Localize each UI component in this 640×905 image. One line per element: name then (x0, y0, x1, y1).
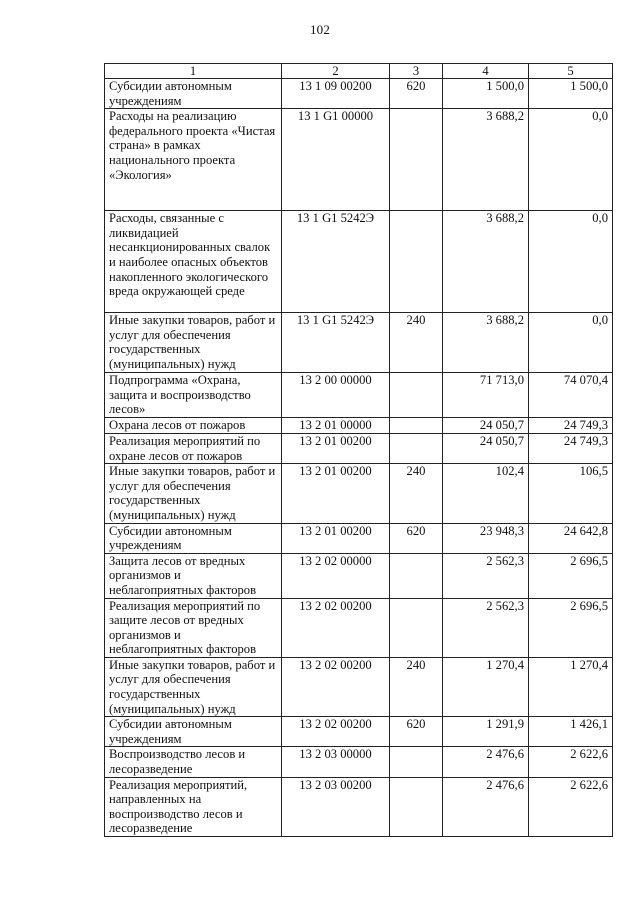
row-value-col5: 74 070,4 (529, 373, 613, 418)
row-type: 620 (390, 717, 443, 747)
row-code: 13 1 G1 00000 (282, 109, 390, 211)
row-value-col4: 2 562,3 (443, 553, 529, 598)
row-code: 13 2 01 00200 (282, 523, 390, 553)
row-name: Субсидии автономным учреждениям (105, 79, 282, 109)
row-value-col5: 2 696,5 (529, 598, 613, 657)
table-row (105, 417, 613, 433)
row-name: Расходы, связанные с ликвидацией несанкционированных свалок и наиболее опасных объектов накопленного экологического вреда окружающей среде (105, 211, 282, 313)
row-type: 620 (390, 523, 443, 553)
header-row (105, 64, 613, 79)
row-name: Иные закупки товаров, работ и услуг для обеспечения государственных (муниципальных) нужд (105, 464, 282, 523)
row-value-col5: 106,5 (529, 464, 613, 523)
row-type (390, 553, 443, 598)
row-name: Реализация мероприятий по защите лесов от вредных организмов и неблагоприятных факторов (105, 598, 282, 657)
table-row (105, 777, 613, 836)
row-code: 13 2 02 00200 (282, 717, 390, 747)
row-code: 13 2 03 00200 (282, 777, 390, 836)
row-type (390, 747, 443, 777)
row-name: Расходы на реализацию федерального проекта «Чистая страна» в рамках национального проекта «Экология» (105, 109, 282, 211)
header-col-4: 4 (443, 64, 529, 79)
row-type (390, 598, 443, 657)
row-value-col5: 24 749,3 (529, 417, 613, 433)
row-code: 13 2 02 00200 (282, 657, 390, 716)
row-value-col5: 24 749,3 (529, 433, 613, 463)
row-value-col5: 24 642,8 (529, 523, 613, 553)
row-name: Субсидии автономным учреждениям (105, 717, 282, 747)
row-value-col5: 1 500,0 (529, 79, 613, 109)
row-value-col5: 2 622,6 (529, 777, 613, 836)
row-value-col4: 24 050,7 (443, 433, 529, 463)
row-value-col4: 102,4 (443, 464, 529, 523)
row-value-col5: 0,0 (529, 313, 613, 373)
row-code: 13 2 01 00200 (282, 433, 390, 463)
row-code: 13 2 02 00200 (282, 598, 390, 657)
row-type (390, 373, 443, 418)
table-row (105, 657, 613, 716)
row-value-col5: 1 270,4 (529, 657, 613, 716)
row-type: 620 (390, 79, 443, 109)
row-type (390, 109, 443, 211)
header-col-2: 2 (282, 64, 390, 79)
table-row (105, 211, 613, 313)
table-header (105, 64, 613, 79)
row-code: 13 2 01 00200 (282, 464, 390, 523)
row-value-col4: 1 500,0 (443, 79, 529, 109)
row-value-col5: 0,0 (529, 109, 613, 211)
header-col-5: 5 (529, 64, 613, 79)
row-value-col5: 0,0 (529, 211, 613, 313)
row-code: 13 2 01 00000 (282, 417, 390, 433)
row-name: Иные закупки товаров, работ и услуг для обеспечения государственных (муниципальных) нужд (105, 313, 282, 373)
row-value-col4: 1 270,4 (443, 657, 529, 716)
table-row (105, 79, 613, 109)
row-value-col4: 24 050,7 (443, 417, 529, 433)
row-value-col5: 2 622,6 (529, 747, 613, 777)
header-col-1: 1 (105, 64, 282, 79)
table-row (105, 433, 613, 463)
row-type (390, 417, 443, 433)
row-value-col5: 1 426,1 (529, 717, 613, 747)
table-body (105, 79, 613, 837)
table-row (105, 523, 613, 553)
row-value-col4: 71 713,0 (443, 373, 529, 418)
row-type (390, 777, 443, 836)
row-value-col4: 2 562,3 (443, 598, 529, 657)
header-col-3: 3 (390, 64, 443, 79)
row-value-col4: 3 688,2 (443, 211, 529, 313)
budget-table (104, 63, 613, 837)
row-value-col4: 23 948,3 (443, 523, 529, 553)
row-name: Охрана лесов от пожаров (105, 417, 282, 433)
row-name: Иные закупки товаров, работ и услуг для обеспечения государственных (муниципальных) нужд (105, 657, 282, 716)
row-code: 13 1 G1 5242Э (282, 211, 390, 313)
row-value-col4: 2 476,6 (443, 777, 529, 836)
row-value-col4: 3 688,2 (443, 313, 529, 373)
row-name: Субсидии автономным учреждениям (105, 523, 282, 553)
row-code: 13 1 G1 5242Э (282, 313, 390, 373)
table-row (105, 553, 613, 598)
page-number: 102 (309, 22, 331, 37)
row-code: 13 2 00 00000 (282, 373, 390, 418)
table-row (105, 717, 613, 747)
table-row (105, 373, 613, 418)
row-name: Подпрограмма «Охрана, защита и воспроизводство лесов» (105, 373, 282, 418)
row-type: 240 (390, 657, 443, 716)
table-row (105, 598, 613, 657)
row-value-col4: 1 291,9 (443, 717, 529, 747)
table-row (105, 313, 613, 373)
row-name: Защита лесов от вредных организмов и неблагоприятных факторов (105, 553, 282, 598)
table-row (105, 747, 613, 777)
row-value-col4: 2 476,6 (443, 747, 529, 777)
row-type: 240 (390, 464, 443, 523)
row-name: Реализация мероприятий по охране лесов от пожаров (105, 433, 282, 463)
row-type: 240 (390, 313, 443, 373)
row-name: Воспроизводство лесов и лесоразведение (105, 747, 282, 777)
row-value-col4: 3 688,2 (443, 109, 529, 211)
row-code: 13 1 09 00200 (282, 79, 390, 109)
table-row (105, 464, 613, 523)
row-name: Реализация мероприятий, направленных на воспроизводство лесов и лесоразведение (105, 777, 282, 836)
row-code: 13 2 03 00000 (282, 747, 390, 777)
row-code: 13 2 02 00000 (282, 553, 390, 598)
table-row (105, 109, 613, 211)
row-type (390, 211, 443, 313)
row-type (390, 433, 443, 463)
row-value-col5: 2 696,5 (529, 553, 613, 598)
